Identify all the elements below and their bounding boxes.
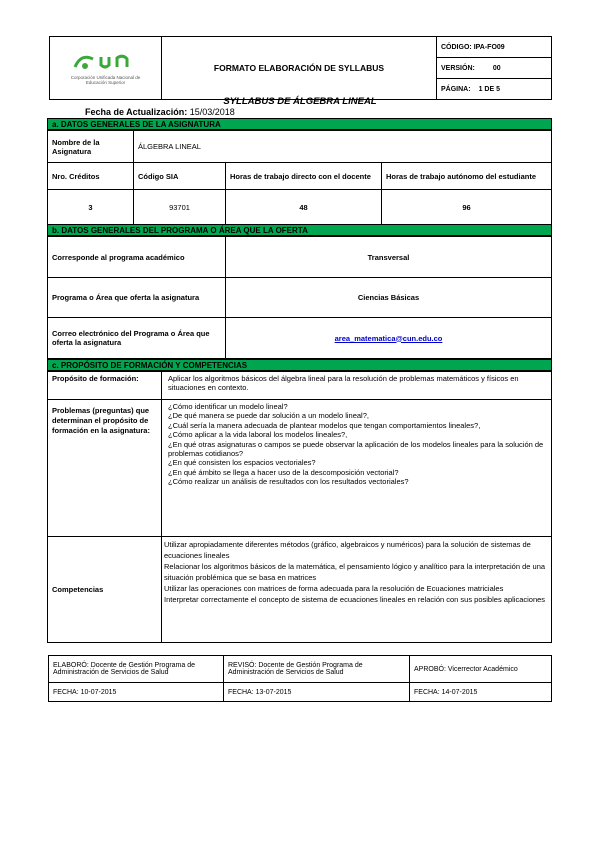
section-b-table: [47, 236, 552, 359]
document-title: FORMATO ELABORACIÓN DE SYLLABUS: [162, 37, 437, 100]
logo-swoosh-icon: [71, 51, 141, 73]
directo-value: 48: [226, 190, 382, 226]
proposito-label: Propósito de formación:: [48, 372, 162, 400]
problema-item: ¿En qué otras asignaturas o campos se puede observar la aplicación de los modelos lineales para la solución de problemas cotidianos?: [168, 439, 544, 459]
programa-value: Transversal: [226, 237, 552, 278]
area-label: Programa o Área que oferta la asignatura: [48, 278, 226, 318]
area-value: Ciencias Básicas: [226, 278, 552, 318]
nombre-value: ÁLGEBRA LINEAL: [134, 131, 552, 163]
section-a-table: [47, 130, 552, 226]
col-directo: Horas de trabajo directo con el docente: [226, 163, 382, 190]
problema-item: ¿De qué manera se puede dar solución a un modelo lineal?,: [168, 411, 369, 421]
fecha-aprobo: FECHA: 14-07-2015: [410, 683, 552, 702]
fecha-actualizacion: Fecha de Actualización: 15/03/2018: [85, 107, 235, 117]
document-header: [49, 36, 552, 100]
problemas-label: Problemas (preguntas) que determinan el propósito de formación en la asignatura:: [48, 400, 162, 537]
section-c-heading: c. PROPÓSITO DE FORMACIÓN Y COMPETENCIAS: [47, 359, 552, 371]
problemas-list: [162, 400, 552, 537]
competencias-label: Competencias: [48, 537, 162, 643]
programa-label: Corresponde al programa académico: [48, 237, 226, 278]
creditos-value: 3: [48, 190, 134, 226]
competencias-list: [162, 537, 552, 643]
proposito-value: Aplicar los algoritmos básicos del álgebra lineal para la resolución de problemas matemáticos y físicos en situaciones en contexto.: [162, 372, 552, 400]
problema-item: ¿Cómo aplicar a la vida laboral los modelos lineales?,: [168, 430, 348, 440]
correo-link[interactable]: area_matematica@cun.edu.co: [334, 333, 443, 343]
fecha-elaboro: FECHA: 10-07-2015: [49, 683, 224, 702]
section-b-heading: b. DATOS GENERALES DEL PROGRAMA O ÁREA QUE LA OFERTA: [47, 224, 552, 236]
codigo-cell: CÓDIGO: IPA-FO09: [437, 37, 552, 58]
version-cell: VERSIÓN: 00: [437, 58, 552, 79]
competencia-item: Utilizar las operaciones con matrices de forma adecuada para la resolución de Ecuaciones matriciales: [164, 584, 504, 593]
pagina-cell: PÁGINA: 1 DE 5: [437, 79, 552, 100]
col-codigo: Código SIA: [134, 163, 226, 190]
problema-item: ¿En qué ámbito se llega a hacer uso de la descomposición vectorial?: [168, 467, 399, 477]
logo-cell: [50, 37, 162, 100]
col-creditos: Nro. Créditos: [48, 163, 134, 190]
aprobo-cell: APROBÓ: Vicerrector Académico: [410, 656, 552, 683]
problema-item: ¿En qué consisten los espacios vectoriales?: [168, 458, 316, 468]
section-c-table: [47, 371, 552, 643]
col-autonomo: Horas de trabajo autónomo del estudiante: [382, 163, 552, 190]
competencia-item: Utilizar apropiadamente diferentes métodos (gráfico, algebraicos y numéricos) para la solución de sistemas de ecuaciones lineales: [164, 540, 531, 560]
syllabus-title: SYLLABUS DE ÁLGEBRA LINEAL: [223, 96, 377, 107]
problema-item: ¿Cuál sería la manera adecuada de plantear modelos que tengan comportamientos lineales?,: [168, 420, 481, 430]
competencia-item: Relacionar los algoritmos básicos de la matemática, el pensamiento lógico y analítico para la interpretación de una situación problémica que se basa en matrices: [164, 562, 546, 582]
approval-footer: [48, 655, 552, 702]
cun-logo: [66, 51, 146, 85]
problema-item: ¿Cómo realizar un análisis de resultados con los resultados vectoriales?: [168, 477, 409, 487]
autonomo-value: 96: [382, 190, 552, 226]
elaboro-cell: ELABORÓ: Docente de Gestión Programa de Administración de Servicios de Salud: [49, 656, 224, 683]
correo-label: Correo electrónico del Programa o Área que oferta la asignatura: [48, 318, 226, 359]
logo-tagline: Corporación Unificada Nacional de Educación Superior: [70, 74, 141, 85]
correo-cell: [226, 318, 552, 359]
codigo-value: 93701: [134, 190, 226, 226]
fecha-reviso: FECHA: 13-07-2015: [224, 683, 410, 702]
reviso-cell: REVISÓ: Docente de Gestión Programa de Administración de Servicios de Salud: [224, 656, 410, 683]
nombre-label: Nombre de la Asignatura: [48, 131, 134, 163]
competencia-item: Interpretar correctamente el concepto de sistema de ecuaciones lineales en relación con sus posibles aplicaciones: [164, 595, 546, 604]
section-a-heading: a. DATOS GENERALES DE LA ASIGNATURA: [47, 118, 552, 130]
problema-item: ¿Cómo identificar un modelo lineal?: [168, 402, 288, 411]
